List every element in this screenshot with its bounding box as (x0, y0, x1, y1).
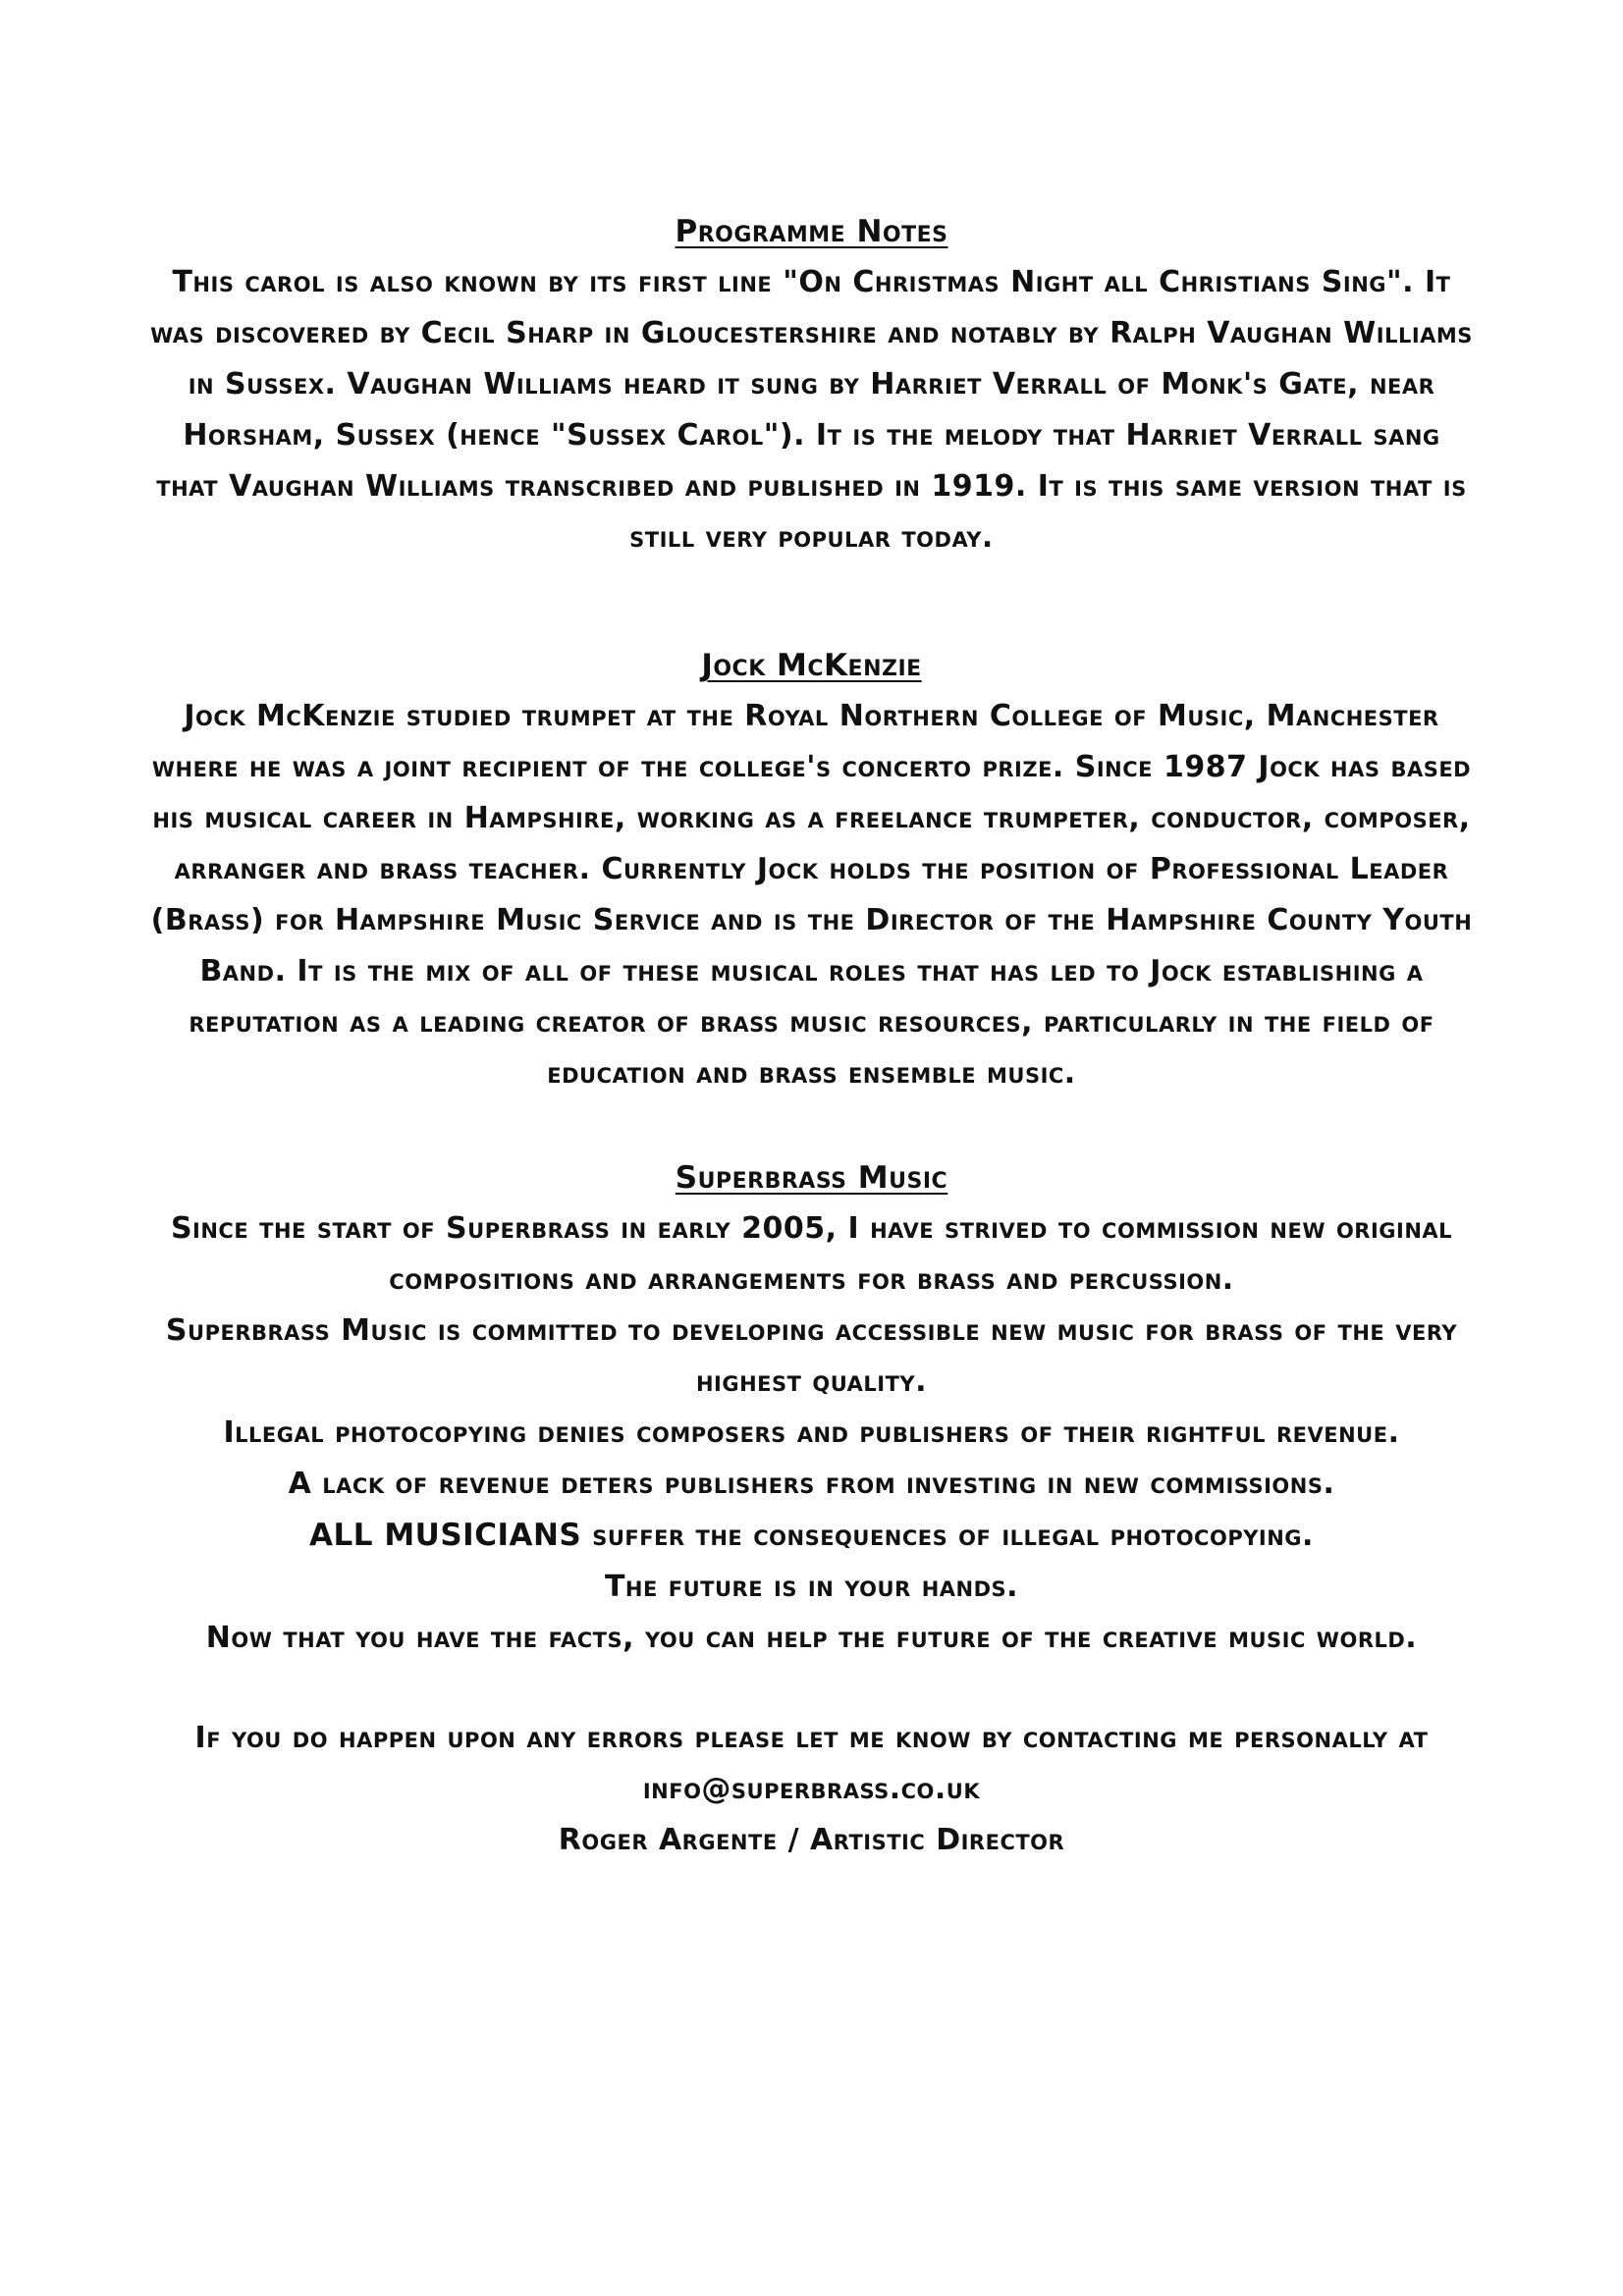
spacer (147, 1099, 1476, 1152)
superbrass-line-commitment: Superbrass Music is committed to developing accessible new music for brass of the very highest quality. (165, 1313, 1458, 1399)
superbrass-section (147, 1152, 1476, 1664)
all-musicians-emphasis: ALL MUSICIANS (309, 1518, 582, 1553)
jock-mckenzie-heading: Jock McKenzie (701, 648, 922, 683)
spacer (147, 1664, 1476, 1713)
superbrass-line-commission: Since the start of Superbrass in early 2005, I have strived to commission new original compositions and arrangements for brass and percussion. (170, 1211, 1453, 1297)
programme-notes-heading: Programme Notes (675, 214, 948, 249)
jock-mckenzie-section (147, 640, 1476, 1099)
superbrass-line-facts: Now that you have the facts, you can help the future of the creative music world. (205, 1621, 1418, 1655)
contact-email: info@superbrass.co.uk (642, 1772, 981, 1806)
superbrass-line-illegal-photocopying: Illegal photocopying denies composers and publishers of their rightful revenue. (223, 1415, 1400, 1450)
document-page (147, 206, 1476, 1866)
spacer (147, 563, 1476, 640)
superbrass-line-revenue: A lack of revenue deters publishers from investing in new commissions. (288, 1467, 1335, 1501)
contact-section (147, 1713, 1476, 1866)
programme-notes-section (147, 206, 1476, 563)
programme-notes-text: This carol is also known by its first line "On Christmas Night all Christians Sing". It was discovered by Cecil Sharp in Gloucestershire and notably by Ralph Vaughan Williams in Sussex. Vaughan Williams heard it sung by Harriet Verrall of Monk's Gate, near Horsham, Sussex (hence "Sussex Carol"). It is the melody that Harriet Verrall sang that Vaughan Williams transcribed and published in 1919. It is this same version that is still very popular today. (150, 265, 1473, 555)
superbrass-line-consequences (147, 1510, 1476, 1562)
jock-mckenzie-bio: Jock McKenzie studied trumpet at the Royal Northern College of Music, Manchester where he was a joint recipient of the college's concerto prize. Since 1987 Jock has based his musical career in Hampshire, working as a freelance trumpeter, conductor, composer, arranger and brass teacher. Currently Jock holds the position of Professional Leader (Brass) for Hampshire Music Service and is the Director of the Hampshire County Youth Band. It is the mix of all of these musical roles that has led to Jock establishing a reputation as a leading creator of brass music resources, particularly in the field of education and brass ensemble music. (150, 699, 1473, 1091)
superbrass-heading: Superbrass Music (675, 1160, 948, 1196)
consequences-text: suffer the consequences of illegal photocopying. (581, 1519, 1314, 1553)
signature: Roger Argente / Artistic Director (558, 1823, 1065, 1857)
contact-text: If you do happen upon any errors please let me know by contacting me personally at (194, 1721, 1429, 1755)
superbrass-line-future: The future is in your hands. (604, 1570, 1019, 1604)
